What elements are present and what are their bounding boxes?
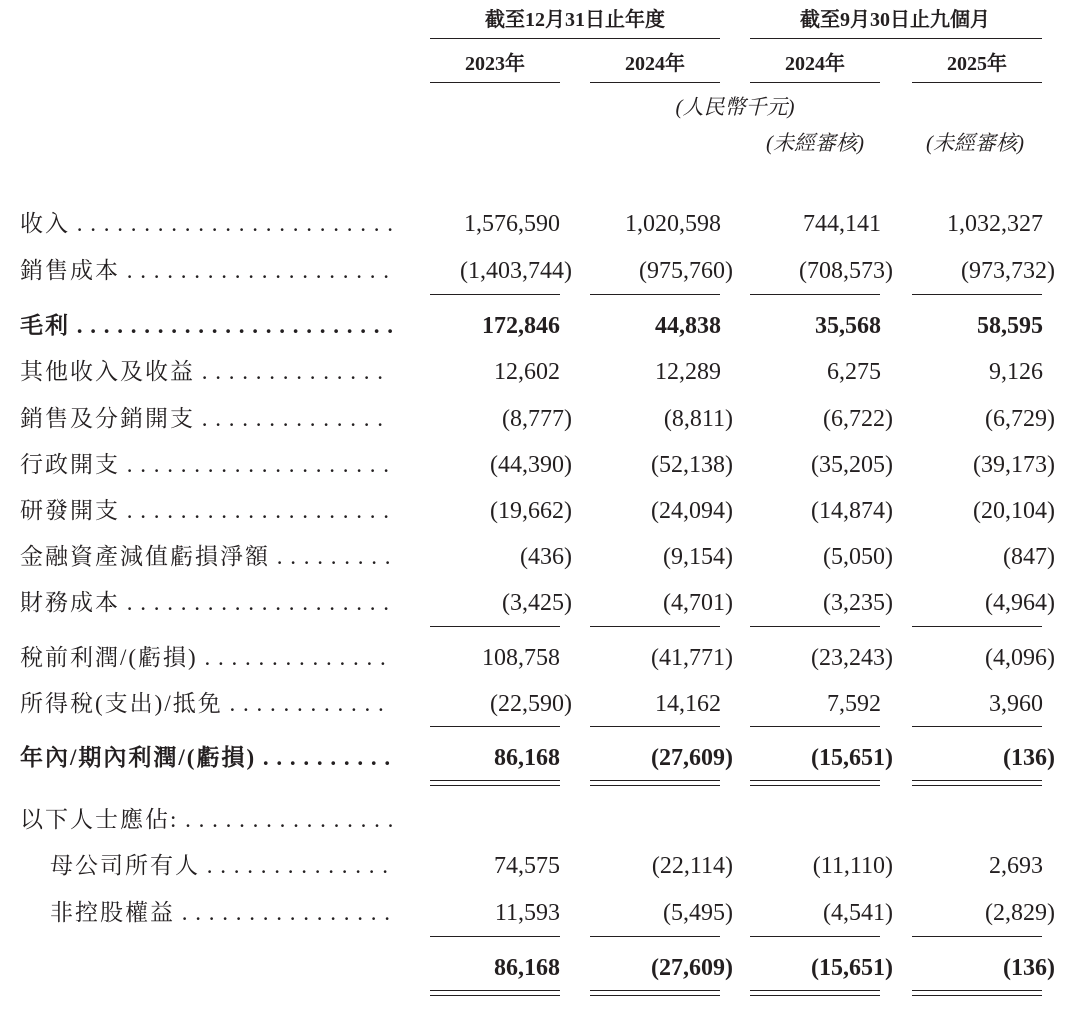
- cell: (24,094): [651, 498, 733, 524]
- row-label-attributable-to: 以下人士應佔: . . .: [20, 802, 392, 838]
- table-row: [0, 585, 1080, 621]
- table-row: [0, 493, 1080, 529]
- year-header-3: 2024年: [785, 53, 845, 75]
- cell: (708,573): [799, 258, 893, 284]
- row-label-admin-expenses: 行政開支 . . .: [20, 447, 392, 483]
- cell: 74,575: [494, 853, 560, 879]
- unaudited-note-2: (未經審核): [926, 131, 1024, 155]
- subtotal-rule: [590, 626, 720, 627]
- row-label-gross-profit: 毛利 . . .: [20, 308, 392, 344]
- subtotal-rule: [750, 294, 880, 295]
- divider: [912, 82, 1042, 83]
- subtotal-rule: [912, 626, 1042, 627]
- table-row: [0, 950, 1080, 986]
- cell: (22,114): [651, 853, 733, 879]
- cell: (20,104): [973, 498, 1055, 524]
- cell: (4,541): [823, 900, 893, 926]
- cell: 86,168: [494, 745, 560, 771]
- subtotal-rule: [750, 726, 880, 727]
- cell: 6,275: [827, 359, 881, 385]
- cell: (3,425): [502, 590, 572, 616]
- cell: (44,390): [490, 452, 572, 478]
- row-label-owners-of-parent: 母公司所有人 . . .: [50, 848, 392, 884]
- subtotal-rule: [430, 626, 560, 627]
- cell: 86,168: [494, 955, 560, 981]
- row-label-other-income: 其他收入及收益 . . .: [20, 354, 392, 390]
- cell: (15,651): [811, 745, 893, 771]
- row-label-income-tax: 所得稅(支出)/抵免 . . .: [20, 686, 392, 722]
- subtotal-rule: [590, 936, 720, 937]
- table-row: [0, 848, 1080, 884]
- total-double-rule: [912, 990, 1042, 996]
- cell: (136): [1003, 955, 1055, 981]
- row-label-impairment-losses: 金融資產減值虧損淨額 . . .: [20, 539, 392, 575]
- table-row: [0, 308, 1080, 344]
- year-header-1: 2023年: [465, 53, 525, 75]
- cell: (22,590): [490, 691, 572, 717]
- year-header-2: 2024年: [625, 53, 685, 75]
- cell: (4,701): [663, 590, 733, 616]
- currency-note: (人民幣千元): [675, 95, 795, 119]
- cell: 12,602: [494, 359, 560, 385]
- cell: (23,243): [811, 645, 893, 671]
- table-row: [0, 895, 1080, 931]
- unaudited-note-1: (未經審核): [766, 131, 864, 155]
- cell: (39,173): [973, 452, 1055, 478]
- table-row: [0, 447, 1080, 483]
- total-double-rule: [590, 990, 720, 996]
- subtotal-rule: [430, 294, 560, 295]
- cell: (5,495): [663, 900, 733, 926]
- cell: (11,110): [812, 853, 893, 879]
- row-label-non-controlling-interests: 非控股權益 . . .: [50, 895, 392, 931]
- cell: (6,729): [985, 406, 1055, 432]
- subtotal-rule: [912, 726, 1042, 727]
- row-label-revenue: 收入 . . .: [20, 206, 392, 242]
- cell: (52,138): [651, 452, 733, 478]
- cell: 2,693: [989, 853, 1043, 879]
- table-row: [0, 354, 1080, 390]
- cell: (2,829): [985, 900, 1055, 926]
- divider: [430, 82, 560, 83]
- cell: 1,576,590: [464, 211, 560, 237]
- cell: (436): [520, 544, 572, 570]
- row-label-profit-for-period: 年內/期內利潤/(虧損) . . .: [20, 740, 392, 776]
- row-label-profit-before-tax: 稅前利潤/(虧損) . . .: [20, 640, 392, 676]
- row-label-cost-of-sales: 銷售成本 . . .: [20, 253, 392, 289]
- cell: (15,651): [811, 955, 893, 981]
- cell: (1,403,744): [460, 258, 572, 284]
- subtotal-rule: [430, 726, 560, 727]
- table-row: [0, 253, 1080, 289]
- period-header-interim: 截至9月30日止九個月: [800, 9, 990, 31]
- table-row: [0, 802, 1080, 838]
- year-header-4: 2025年: [947, 53, 1007, 75]
- total-double-rule: [750, 990, 880, 996]
- subtotal-rule: [430, 936, 560, 937]
- cell: (3,235): [823, 590, 893, 616]
- table-row: [0, 401, 1080, 437]
- cell: (6,722): [823, 406, 893, 432]
- cell: (27,609): [651, 745, 733, 771]
- table-row: [0, 539, 1080, 575]
- cell: (847): [1003, 544, 1055, 570]
- cell: (9,154): [663, 544, 733, 570]
- row-label-rnd-expenses: 研發開支 . . .: [20, 493, 392, 529]
- cell: 108,758: [482, 645, 560, 671]
- table-row: [0, 640, 1080, 676]
- cell: (35,205): [811, 452, 893, 478]
- divider: [590, 82, 720, 83]
- cell: 14,162: [655, 691, 721, 717]
- divider: [750, 38, 1042, 39]
- cell: 1,020,598: [625, 211, 721, 237]
- cell: 11,593: [494, 900, 560, 926]
- divider: [750, 82, 880, 83]
- cell: 3,960: [989, 691, 1043, 717]
- cell: 9,126: [989, 359, 1043, 385]
- cell: (27,609): [651, 955, 733, 981]
- subtotal-rule: [590, 294, 720, 295]
- cell: 35,568: [815, 313, 881, 339]
- total-double-rule: [750, 780, 880, 786]
- table-row: [0, 686, 1080, 722]
- row-label-selling-expenses: 銷售及分銷開支 . . .: [20, 401, 392, 437]
- cell: 44,838: [655, 313, 721, 339]
- cell: (975,760): [639, 258, 733, 284]
- table-row: [0, 206, 1080, 242]
- row-label-finance-costs: 財務成本 . . .: [20, 585, 392, 621]
- cell: (5,050): [823, 544, 893, 570]
- cell: (4,096): [985, 645, 1055, 671]
- cell: (19,662): [490, 498, 572, 524]
- cell: 58,595: [977, 313, 1043, 339]
- cell: (973,732): [961, 258, 1055, 284]
- total-double-rule: [430, 780, 560, 786]
- cell: 744,141: [803, 211, 881, 237]
- period-header-annual: 截至12月31日止年度: [485, 9, 665, 31]
- cell: 1,032,327: [947, 211, 1043, 237]
- cell: (8,777): [502, 406, 572, 432]
- subtotal-rule: [912, 936, 1042, 937]
- subtotal-rule: [912, 294, 1042, 295]
- cell: (8,811): [663, 406, 733, 432]
- cell: 12,289: [655, 359, 721, 385]
- cell: (41,771): [651, 645, 733, 671]
- total-double-rule: [590, 780, 720, 786]
- total-double-rule: [430, 990, 560, 996]
- divider: [430, 38, 720, 39]
- cell: 7,592: [827, 691, 881, 717]
- cell: 172,846: [482, 313, 560, 339]
- subtotal-rule: [750, 936, 880, 937]
- cell: (136): [1003, 745, 1055, 771]
- subtotal-rule: [590, 726, 720, 727]
- subtotal-rule: [750, 626, 880, 627]
- cell: (14,874): [811, 498, 893, 524]
- total-double-rule: [912, 780, 1042, 786]
- cell: (4,964): [985, 590, 1055, 616]
- table-row: [0, 740, 1080, 776]
